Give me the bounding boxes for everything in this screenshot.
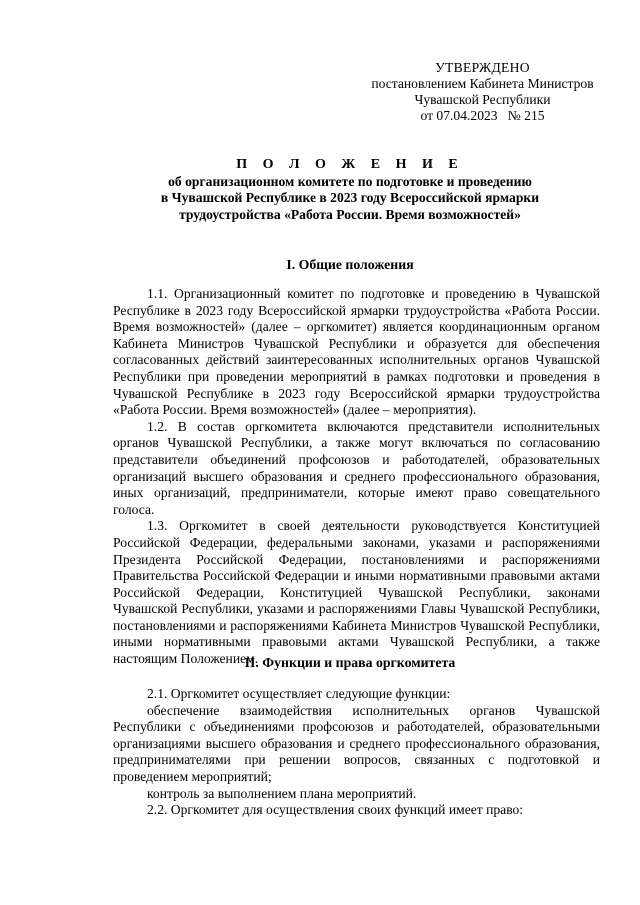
paragraph-1-1: 1.1. Организационный комитет по подготовке и проведению в Чувашской Республике в 2023 году Всероссийской ярмарки трудоустройства «Работа России. Время возможностей» (далее – оргкомитет) является координационным органом Кабинета Министров Чувашской Республики и образуется для обеспечения согласованных действий заинтересованных исполнительных органов Чувашской Республики при проведении мероприятий в рамках подготовки и проведения в Чувашской Республике в 2023 году Всероссийской ярмарки трудоустройства «Работа России. Время возможностей» (далее – мероприятия). [113, 286, 600, 418]
approval-title: УТВЕРЖДЕНО [435, 60, 530, 75]
paragraph-2-1: 2.1. Оргкомитет осуществляет следующие функции: [147, 686, 451, 701]
section-1-body [113, 286, 600, 668]
title-line-3: трудоустройства «Работа России. Время возможностей» [179, 206, 521, 222]
paragraph-1-2: 1.2. В состав оргкомитета включаются представители исполнительных органов Чувашской Республики, а также могут включаться по согласованию представители объединений профсоюзов и работодателей, образовательных организаций высшего образования и среднего профессионального образования, иных организаций, предприниматели, которые имеют право совещательного голоса. [113, 418, 600, 517]
paragraph-1-3: 1.3. Оргкомитет в своей деятельности руководствуется Конституцией Российской Федерации, федеральными законами, указами и распоряжениями Президента Российской Федерации, постановлениями и распоряжениями Правительства Российской Федерации и иными нормативными правовыми актами Российской Федерации, Конституцией Чувашской Республики, законами Чувашской Республики, указами и распоряжениями Главы Чувашской Республики, постановлениями и распоряжениями Кабинета Министров Чувашской Республики, иными нормативными правовыми актами Чувашской Республики, а также настоящим Положением. [113, 518, 600, 667]
approval-date-number: от 07.04.2023 № 215 [420, 108, 545, 123]
approval-stamp [360, 60, 605, 124]
paragraph-2-1-function-2: контроль за выполнением плана мероприятий. [147, 785, 417, 801]
document-title [100, 157, 600, 223]
section-2-heading: II. Функции и права оргкомитета [244, 655, 456, 670]
title-line-1: об организационном комитете по подготовке и проведению [168, 173, 532, 189]
section-1-heading: I. Общие положения [286, 257, 414, 272]
approval-republic: Чувашской Республики [414, 92, 551, 107]
title-line-2: в Чувашской Республике в 2023 году Всероссийской ярмарки [160, 190, 540, 206]
approval-by: постановлением Кабинета Министров [371, 76, 594, 91]
paragraph-2-2: 2.2. Оргкомитет для осуществления своих функций имеет право: [147, 802, 524, 818]
section-2-body [113, 686, 600, 819]
paragraph-2-1-function-1: обеспечение взаимодействия исполнительных органов Чувашской Республики с объединениями профсоюзов и работодателей, образовательными организациями высшего образования и среднего профессионального образования, предпринимателями при решении вопросов, связанных с подготовкой и проведением мероприятий; [113, 702, 600, 784]
title-main: П О Л О Ж Е Н И Е [236, 157, 464, 172]
